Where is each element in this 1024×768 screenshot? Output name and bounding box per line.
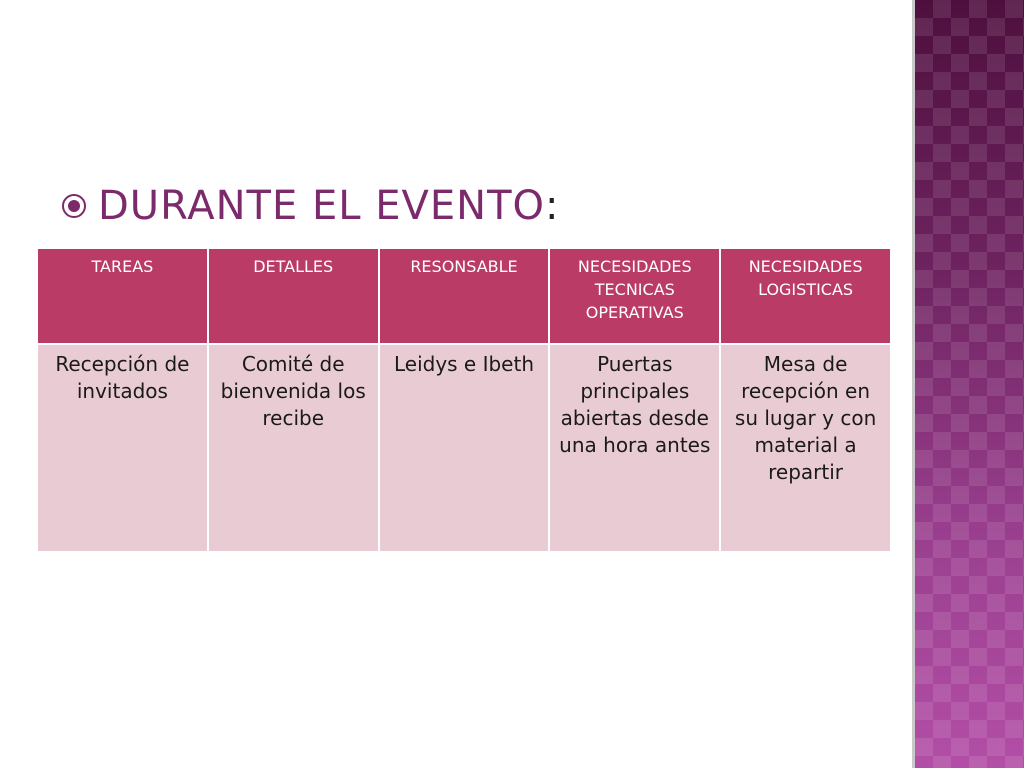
table-header-row: [37, 248, 891, 344]
cell-tarea: Recepción de invitados: [37, 344, 208, 552]
table-row: [37, 344, 891, 552]
heading-colon: :: [544, 183, 559, 229]
cell-detalle: Comité de bienvenida los recibe: [208, 344, 379, 552]
decorative-side-band: [912, 0, 1024, 768]
heading-text: DURANTE EL EVENTO: [98, 183, 545, 229]
bullet-target-icon: [60, 192, 88, 220]
cell-necesidades-tecnicas: Puertas principales abiertas desde una hora antes: [549, 344, 720, 552]
header-tareas: TAREAS: [37, 248, 208, 344]
cell-necesidades-logisticas: Mesa de recepción en su lugar y con material a repartir: [720, 344, 891, 552]
slide-heading: [60, 183, 559, 229]
header-necesidades-logisticas: NECESIDADES LOGISTICAS: [720, 248, 891, 344]
header-detalles: DETALLES: [208, 248, 379, 344]
cell-responsable: Leidys e Ibeth: [379, 344, 550, 552]
event-tasks-table: [36, 247, 892, 553]
header-responsable: RESONSABLE: [379, 248, 550, 344]
header-necesidades-tecnicas: NECESIDADES TECNICAS OPERATIVAS: [549, 248, 720, 344]
